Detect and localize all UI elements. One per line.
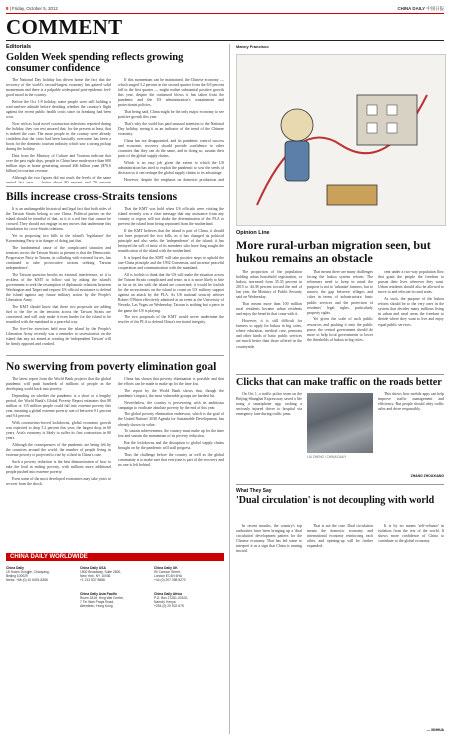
- paragraph: Yet given the scale of such public resources and pushing it onto the public purse, the central government should do more to help local governments to lower the thresholds of hukou in big cities.: [307, 317, 373, 342]
- paragraph: Nevertheless, the country is persevering with its ambitious campaign to eradicate absolute poverty by the end of this year.: [118, 400, 224, 410]
- section-title: COMMENT: [6, 15, 123, 39]
- what-they-say-col1: [236, 524, 302, 734]
- paragraph: Although the consequences of the pandemic are being felt by the countries around the world, the number of people living in extreme poverty is projected to rise by a third in China's case.: [6, 442, 111, 458]
- paragraph: Which is no easy job given the extent to which the US administration has tried to exploit the pandemic to sow the seeds of division so it can reshape the global supply chains to its advantage.: [118, 160, 224, 175]
- paragraph: Before the Oct 1-8 holiday, some people were still holding a wait-and-see attitude before deciding whether the country's flight against the recent public health crisis since its breaking had been won.: [6, 99, 111, 120]
- column-divider: [229, 44, 230, 734]
- opinion-body-col3: [378, 270, 444, 370]
- opinion-body-col1: [236, 270, 302, 370]
- clicks-headline: Clicks that can make traffic on the roads better: [236, 377, 442, 388]
- paragraph: If the KMT believes that the island is part of China, it should not have proposed the two bills, as it has changed its political principle and also seeks the 'independence' of the island; it has betrayed the will of most of its members who have long sought the reunification of the island with the motherland.: [118, 228, 224, 254]
- contact-head: China Daily Asia Pacific: [80, 592, 118, 596]
- contact-asia: [80, 592, 150, 608]
- contact-line: 90 Cannon Street,: [154, 570, 181, 575]
- paragraph: However, it is still difficult for farmers to apply for hukou in big cities, where education, medical care, pensions and other kinds of basic public services are much better than those offered in the countryside.: [236, 319, 302, 349]
- paragraph: In recent months, the country's top authorities have been bringing up a 'dual circulation' development pattern for the Chinese economy. That has led some to interpret it as a sign that China is turning inward.: [236, 524, 302, 554]
- paragraph: The latest report from the World Bank projects that the global pandemic will push hundreds of millions of people in the developing world back into poverty.: [6, 377, 111, 392]
- paragraph: The National Day holiday has driven home the fact that the recovery of the world's second-largest economy has gained solid momentum and there is a palpable widespread post-epidemic feel-good mood in the country.: [6, 78, 111, 98]
- contact-head: China Daily UK: [154, 566, 178, 570]
- contact-head: China Daily USA: [80, 566, 106, 570]
- opinion-body-col2: [307, 270, 373, 370]
- paragraph: That means there are many challenges facing the hukou system reform. The reformers need to keep in mind the purpose is not to 'urbanize' farmers, but to narrow the gap between villages and cities in terms of infrastructure, basic public services and the protection of residents' legal rights, particularly property rights.: [307, 270, 373, 315]
- clicks-photo: [307, 393, 373, 453]
- contact-line: +44 (0) 207 398 8270: [154, 578, 186, 583]
- paragraph: That is not the case. Dual circulation means the domestic economy and international economy reinforcing each other, and opening-up will be further expanded.: [307, 524, 373, 549]
- third-editorial-body-col2: [118, 377, 224, 547]
- contact-usa: [80, 566, 150, 582]
- paragraph: cent under a two-way population flow that grant the people the freedom to pursue their lives wherever they want. Urban residents should also be allowed to move to and relocate in rural areas.: [378, 270, 444, 295]
- opinion-line-label: Opinion Line: [236, 230, 270, 236]
- contact-line: P.O. Box 27281-00100,: [154, 596, 189, 601]
- paragraph: Even some of the most developed economies may take years to recover from the shock.: [6, 476, 111, 486]
- editorials-label: Editorials: [6, 44, 32, 50]
- second-editorial-body-col2: [118, 207, 224, 352]
- paragraph: That's why the world has paid unusual attention to the National Day holiday, seeing it as an indicator of the trend of the Chinese economy.: [118, 121, 224, 137]
- contact-line: 1500 Broadway, Suite 2800,: [80, 570, 122, 575]
- contact-line: Nairobi, Kenya: [154, 600, 176, 605]
- footer-brand-bar: CHINA DAILY WORLDWIDE: [6, 553, 224, 561]
- contact-head: China Daily: [6, 566, 24, 570]
- what-they-say-col3: [378, 524, 444, 724]
- contact-line: +254 (0) 20 522 675: [154, 604, 184, 609]
- brand-name-cn: 中国日报: [426, 6, 444, 11]
- paragraph: The fundamental cause of the complicated situation and tensions across the Taiwan Straits at present is that the Democratic Progressive Party in Taiwan, in colluding with external forces, has continued to take provocative actions seeking 'Taiwan independence'.: [6, 245, 111, 271]
- paragraph: It is hoped that the KMT will take positive steps to uphold the one-China principle and the 1992 Consensus, and increase peaceful cooperation and communication with the mainland.: [118, 256, 224, 271]
- divider: [6, 355, 224, 356]
- second-editorial-headline: Bills increase cross-Straits tensions: [6, 191, 178, 203]
- paragraph: On Oct 1, a traffic police team on the Beijing-Shanghai Expressway saved a life using a smartphone app, rushing a seriously injured driver to hospital via emergency lane during traffic jams.: [236, 392, 302, 417]
- paragraph: That means more than 100 million rural residents became urban residents and enjoy the benefits that come with it.: [236, 302, 302, 317]
- paragraph: Now with as local novel coronavirus infections reported during the holiday, they can rest assured that, for the present at least, that is indeed the case. The more people in the country were already confident that the virus had been basically overcome has been a boost for the domestic tourism industry which saw a strong pickup during the holiday.: [6, 121, 111, 152]
- what-they-say-headline: 'Dual circulation' is not decoupling with world: [236, 495, 435, 506]
- opinion-headline: More rural-urban migration seen, but hukou remains an obstacle: [236, 238, 431, 265]
- divider: [236, 484, 444, 485]
- paragraph: Depending on whether the pandemic is a short or a lengthy period, the World Bank's Global Poverty Report estimates that 88 million or 115 million people could fall into extreme poverty this year, meaning a global extreme poverty rate of between 9.1 percent and 9.4 percent.: [6, 393, 111, 419]
- paragraph: This shows how mobile apps can help improve traffic management and efficiency. But people should obey traffic rules and drive responsibly.: [378, 392, 444, 412]
- paragraph: China has not disappointed, and its pandemic control success and economic recovery should provide confidence to other countries that they can do the same, and in doing so, sustain their parts of the global supply chains.: [118, 138, 224, 159]
- photo-caption: LIU ZHENG / CHINA DAILY: [307, 455, 347, 459]
- contact-line: 15 Huixin Dongjie, Chaoyang,: [6, 570, 50, 575]
- opinion-author: Manny Francisco: [236, 44, 269, 49]
- paragraph: The Taiwan question brooks no external interference, so it is reckless of the KMT to follow suit by asking the island's government to seek the resumption of diplomatic relations between Washington and Taipei and request US official assistance to defend the island against any future military action by the People's Liberation Army.: [6, 272, 111, 303]
- paragraph: With coronavirus-forced lockdowns, global economic growth was expected to drop 5.2 percent this year; the largest drop in 60 years. Asia's economy is likely to suffer its first contraction in 60 years.: [6, 420, 111, 441]
- paragraph: It is by no means 'self-reliance' in isolation from the rest of the world. It shows more confidence of China to contribute to the global economy.: [378, 524, 444, 544]
- contact-line: News: +86 (0) 10 6491-8366: [6, 578, 48, 583]
- contact-uk: [154, 566, 224, 582]
- masthead-rule: [6, 40, 444, 41]
- clicks-signature: ZHANG ZHOUXIANG: [410, 474, 444, 478]
- paragraph: China has shown that poverty elimination is possible and that the efforts can be made to make up for the time lost.: [118, 377, 224, 387]
- clicks-body-col1: [236, 392, 302, 480]
- lead-editorial-body-col2: [118, 78, 224, 183]
- contact-line: New York, NY 10036: [80, 574, 111, 579]
- paragraph: The global poverty elimination endeavour, which is the goal of the United Nations' 2030 Agenda for Sustainable Development, has already shown its value.: [118, 412, 224, 427]
- what-they-say-signature: — XINHUA: [426, 728, 444, 732]
- paragraph: Yet in proposing two bills in the island's 'legislature' the Kuomintang Party is in danger of doing just that.: [6, 234, 111, 244]
- brand-name: CHINA DAILY: [397, 6, 426, 11]
- paragraph: Thus the challenge before the country as well as the global community is to make sure that everyone is part of the recovery and no one is left behind.: [118, 452, 224, 467]
- paragraph: If this momentum can be maintained, the Chinese economy — which surged 3.2 percent in the second quarter from the 6.8 percent fall in the first quarter — might realize substantial positive growth this year, despite the continued blows it has taken from the pandemic and the US administration's containment and protectionist policies.: [118, 78, 224, 108]
- lead-editorial-headline: Golden Week spending reflects growing consumer confidence: [6, 52, 184, 75]
- contact-head: China Daily Africa: [154, 592, 183, 596]
- page-number: 8: [6, 6, 9, 11]
- contact-line: +1 212 537 8888: [80, 578, 105, 583]
- header-rule: [6, 13, 444, 14]
- paragraph: The KMT should know that these two proposals are adding fuel to the fire as the tensions across the Taiwan Straits are concerned, and will only make it even harder for the island to be reunified with the mainland in a peaceful way.: [6, 305, 111, 325]
- paragraph: It is an unchangeable historical and legal fact that both sides of the Taiwan Straits belong to one China. Political parties on the island should be mindful of that, as it is a red line that cannot be crossed. They should not engage in any moves that undermine this foundation for cross-Straits relations.: [6, 207, 111, 232]
- paragraph: The report by the World Bank shows that, though the pandemic's impact, the most vulnerable groups are hardest hit.: [118, 388, 224, 398]
- what-they-say-label: What They Say: [236, 488, 272, 494]
- paragraph: The two proposals of the KMT would never undermine the resolve of the PLA to defend China's territorial integrity.: [118, 315, 224, 325]
- paragraph: The proportion of the population holding urban household registration, or hukou, increased from 35.33 percent in 2015 to 44.38 percent toward the end of last year, the Ministry of Public Security said on Wednesday.: [236, 270, 302, 300]
- paragraph: Such a poverty reduction is the best demonstration of how to take the lead in ending poverty, with millions more additional people pushed into extreme poverty.: [6, 459, 111, 474]
- paragraph: But the lockdowns and the disruption to global supply chains brought on by the pandemic will stall progress.: [118, 441, 224, 451]
- editorial-cartoon: [236, 54, 446, 226]
- third-editorial-headline: No swerving from poverty elimination goal: [6, 361, 217, 373]
- contact-line: Room 1818, Hing Wai Centre,: [80, 596, 124, 601]
- paragraph: That being said, China might be the only major economy to see positive growth this year.: [118, 110, 224, 120]
- paragraph: Although the two figures did not reach the levels of the same: [12, 176, 111, 181]
- paragraph: All is foolish to think that the US will make the situation across the Taiwan Straits complicated and tense, as it is more likely to bite as far as its ties with the island are concerned; it would be foolish for the secessionists on the island to count on US military support against an attack by the PLA. As US national security adviser Robert O'Brien effectively admitted at an event at the University of Nevada, Las Vegas on Wednesday, Taiwan is nothing but a piece in the game the US is playing.: [118, 272, 224, 313]
- paragraph: Data from the Ministry of Culture and Tourism indicate that over the past eight days, people in China have made more than 600 million trips at home generating around 466 billion yuan ($70.6 billion) in tourism revenue.: [6, 154, 111, 174]
- clicks-body-col3: [378, 392, 444, 472]
- contact-line: Beijing 100029: [6, 574, 28, 579]
- divider: [6, 186, 224, 187]
- contact-line: 7 Tin Wan Praya Road,: [80, 600, 114, 605]
- contact-africa: [154, 592, 224, 608]
- contact-china-daily: [6, 566, 76, 582]
- paragraph: The five-fire exercises held near the island by the People's Liberation Army recently was a reminder to secessionists on the island that any act aimed at creating de 'independent Taiwan' will be firmly opposed and crushed.: [6, 327, 111, 347]
- lead-editorial-body-col1: [6, 78, 111, 183]
- paragraph: That the KMT was bold when US officials were visiting the island recently was a clear message that any assistance from any country or region will not shake the determination of the PLA to prevent the island from being separated from the motherland.: [118, 207, 224, 227]
- paragraph: As such, the purpose of the hukou reform should be to the very ones in the system that decides many millions living in urban and rural areas the freedom to decide where they want to live and enjoy equal public services.: [378, 297, 444, 327]
- third-editorial-body-col1: [6, 377, 111, 547]
- paragraph: To sustain achievements, the country must make up for the time lost and sustain the momentum of its poverty reduction.: [118, 429, 224, 439]
- cartoon-illustration-icon: [237, 55, 445, 225]
- paragraph: However, despite the emphasis on domestic production and: [124, 177, 224, 182]
- divider: [236, 374, 444, 375]
- contact-line: Aberdeen, Hong Kong: [80, 604, 113, 609]
- issue-date: | Friday, October 5, 2012: [9, 6, 58, 11]
- contact-line: London EC4N 6HA: [154, 574, 183, 579]
- what-they-say-col2: [307, 524, 373, 734]
- second-editorial-body-col1: [6, 207, 111, 352]
